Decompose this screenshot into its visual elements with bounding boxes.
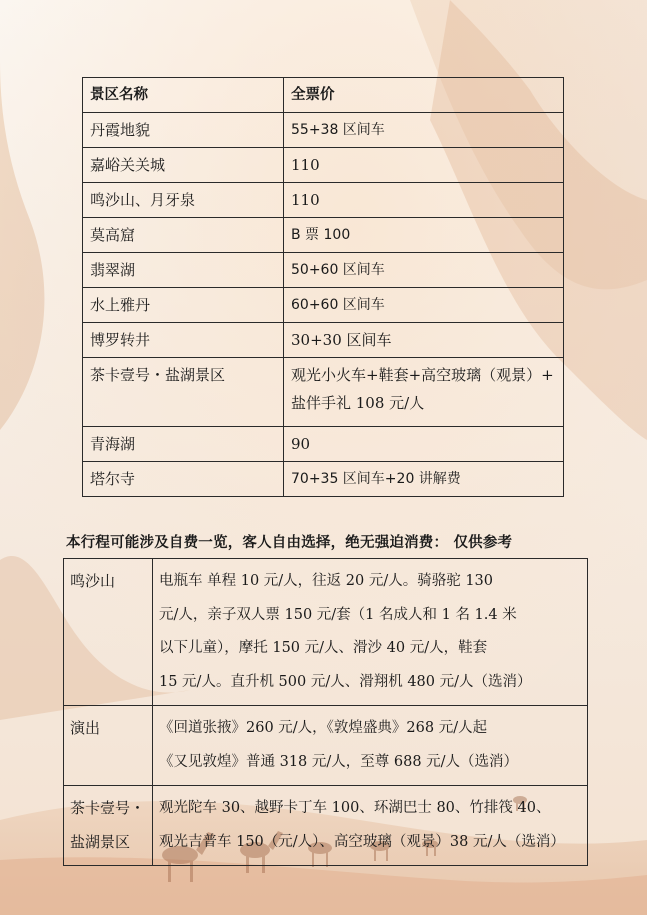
scenic-name: 莫高窟 [83, 218, 284, 253]
table-row [83, 183, 564, 218]
ticket-price: 90 [284, 427, 564, 462]
ticket-price: 110 [284, 183, 564, 218]
table-row [83, 323, 564, 358]
table-row [64, 706, 588, 786]
table-header-row [83, 78, 564, 113]
ticket-price: 110 [284, 148, 564, 183]
expense-details [153, 706, 588, 786]
scenic-name: 水上雅丹 [83, 288, 284, 323]
scenic-name: 茶卡壹号・盐湖景区 [83, 358, 284, 427]
expense-category-line: 茶卡壹号・ [70, 799, 146, 817]
table-row [64, 786, 588, 866]
table-row [83, 427, 564, 462]
expense-detail-line: 观光陀车 30、越野卡丁车 100、环湖巴士 80、竹排筏 40、 [159, 800, 551, 816]
expense-details [153, 786, 588, 866]
ticket-price [284, 358, 564, 427]
ticket-price-line: 盐伴手礼 108 元/人 [291, 394, 425, 412]
expense-detail-line: 元/人，亲子双人票 150 元/套（1 名成人和 1 名 1.4 米 [159, 606, 517, 623]
ticket-price: 60+60 区间车 [284, 288, 564, 323]
table-row [83, 148, 564, 183]
table-row [64, 559, 588, 706]
expense-detail-line: 《回道张掖》260 元/人，《敦煌盛典》268 元/人起 [159, 720, 488, 736]
optional-expenses-heading: 本行程可能涉及自费一览，客人自由选择，绝无强迫消费： 仅供参考 [66, 535, 513, 551]
expense-category-line: 盐湖景区 [70, 832, 131, 851]
table-row [83, 288, 564, 323]
expense-category-line: 演出 [70, 719, 101, 737]
expense-detail-line: 15 元/人。直升机 500 元/人、滑翔机 480 元/人（选消） [159, 673, 532, 690]
ticket-price: 55+38 区间车 [284, 113, 564, 148]
scenic-name: 博罗转井 [83, 323, 284, 358]
table-row [83, 358, 564, 427]
optional-expenses-table [63, 558, 588, 866]
ticket-price: 70+35 区间车+20 讲解费 [284, 462, 564, 497]
scenic-name: 翡翠湖 [83, 253, 284, 288]
table-row [83, 253, 564, 288]
expense-category [64, 559, 153, 706]
table-row [83, 218, 564, 253]
scenic-name: 青海湖 [83, 427, 284, 462]
expense-details [153, 559, 588, 706]
header-scenic-name: 景区名称 [83, 78, 284, 113]
table-row [83, 462, 564, 497]
ticket-price: B 票 100 [284, 218, 564, 253]
expense-detail-line: 《又见敦煌》普通 318 元/人，至尊 688 元/人（选消） [159, 753, 519, 770]
expense-category [64, 786, 153, 866]
expense-detail-line: 电瓶车 单程 10 元/人，往返 20 元/人。骑骆驼 130 [159, 573, 494, 589]
scenic-name: 嘉峪关关城 [83, 148, 284, 183]
header-full-price: 全票价 [284, 78, 564, 113]
expense-category [64, 706, 153, 786]
expense-detail-line: 以下儿童），摩托 150 元/人、滑沙 40 元/人，鞋套 [159, 640, 488, 656]
expense-detail-line: 观光吉普车 150（元/人）、高空玻璃（观景）38 元/人（选消） [159, 833, 565, 850]
expense-category-line: 鸣沙山 [70, 572, 116, 590]
scenic-name: 鸣沙山、月牙泉 [83, 183, 284, 218]
scenic-name: 丹霞地貌 [83, 113, 284, 148]
ticket-price: 50+60 区间车 [284, 253, 564, 288]
ticket-price-table [82, 77, 564, 497]
ticket-price: 30+30 区间车 [284, 323, 564, 358]
table-row [83, 113, 564, 148]
ticket-price-line: 观光小火车+鞋套+高空玻璃（观景）+ [291, 366, 554, 384]
scenic-name: 塔尔寺 [83, 462, 284, 497]
